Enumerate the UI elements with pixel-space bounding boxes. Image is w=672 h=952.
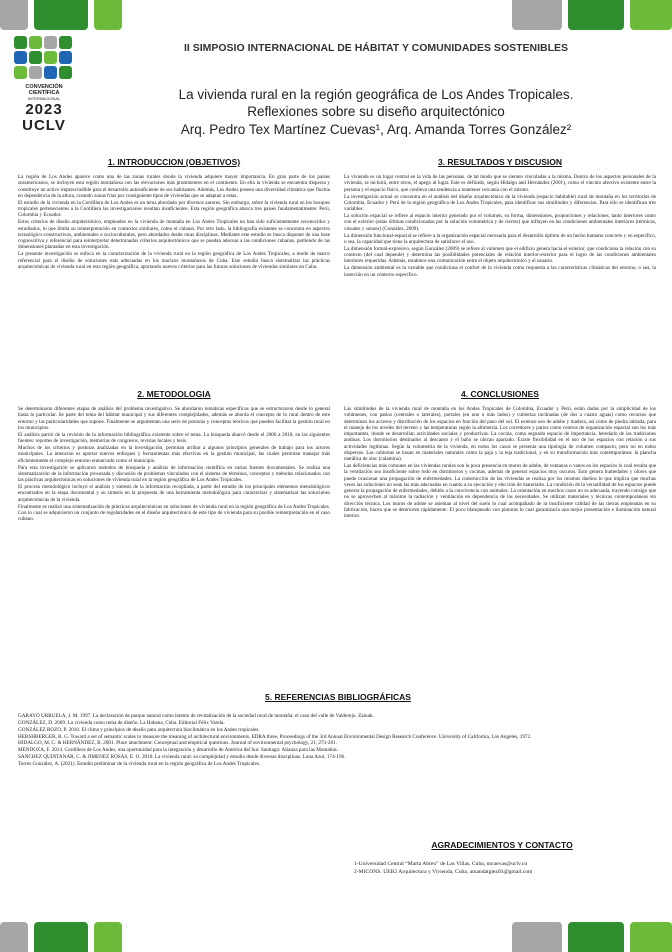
reference-item: Torres González, A. (2021). Estudio preliminar de la vivienda rural en la región geográfica de Los Andes Tropicales.	[18, 760, 261, 767]
poster-authors: Arq. Pedro Tex Martínez Cuevas¹, Arq. Amanda Torres González²	[180, 122, 572, 137]
method-paragraph: Finalmente se realizó una sistematización de prácticas arquitectónicas en soluciones de vivienda rural en la región geográfica de Los Andes Tropicales. Con lo cual se adquirieron un conjunto de regularidades en el diseño arquitectónico de este tipo de vivienda para su posible reinterpretación en el caso cubano.	[18, 503, 330, 523]
reference-list	[18, 713, 658, 768]
section-heading-results: 3. RESULTADOS Y DISCUSION	[437, 157, 563, 167]
conclusions-paragraph: Las deficiencias más comunes en las viviendas rurales son la poca presencia en muros de adobe, de ventanas o vanos en los espacios lo cual resulta que la ventilación sea insuficiente sobre todo en dormitorios y cocinas, además de generar espacios muy oscuros. Esto genera humedades y olores que puede ocasionar una propagación de enfermedades. La construcción de las viviendas se realiza por los mismos dueños lo que implica que muchas veces las soluciones no sean las más adecuadas en cuanto a su ejecución y elección de materiales. La condición de la versatilidad de los espacios puede generar la propagación de enfermedades, debido a la convivencia con animales. La orientación en muchos casos no es adecuada, trayendo consigo que no se aprovechen al máximo la radiación y ventilación en dependencia de las necesidades. Se utilizan materiales y técnicas contemporáneas sin dirección técnica. Los muros de adobe se asientan al nivel del suelo lo cual acompañado de la insuficiente calidad de las tierras empleadas en su fabricación, hacen que se deterioren rápidamente. El poco blanqueado con pinturas lo cual garantizaría una mejor presentación e iluminación natural interior.	[344, 463, 656, 520]
section-conclusions	[344, 389, 656, 520]
method-paragraph: Se determinaron diferentes etapas de análisis del problema investigativo. Se abordaron temáticas específicas que se estructuraron desde lo general hasta lo particular. Se parte del tema del hábitat municipal y sus diferentes complejidades, además se aborda el concepto de lo rural dentro de este entorno y las particularidades que supone. Finalmente se argumentan una serie de posturas y conceptos teóricos que pueden facilitar la gestión rural en los municipios.	[18, 406, 330, 431]
section-heading-acknowledgements: AGRADECIMIENTOS Y CONTACTO	[431, 840, 573, 850]
conclusions-paragraph: Las similitudes de la vivienda rural de montaña en los Andes Tropicales de Colombia, Ecuador y Perú, están dadas por la simplicidad de los volúmenes, con patios (centrales o laterales), portales (en uno o más lados) y cubiertas inclinadas (de dos a cuatro aguas) como recursos que determinan los accesos y distribución de los espacios en función del paso del sol. El extenso uso de adobe y madera, así como de piedra labrada, para el manejo de los niveles del terreno y las temperaturas según la altimetría. Los corredores y patios como centros de organización espacial son los más importantes, donde se desarrollan actividades sociales y productivas. La cocina, como segundo espacio de importancia, heredado de las tradiciones andinas. Los dormitorios destinados al descanso y el baño se ubican apartado. Existe flexibilidad en el uso de los espacios con relación a sus actividades legítimas. Según la volumetría de la vivienda, en todos los casos se presenta una tipología de volumen compacto, pero no en todos dispersos. Las cubiertas se basan en materiales naturales como la paja y la teja tradicional, y en su transformación más contemporánea: la plancha metálica de zinc (calamina).	[344, 406, 656, 462]
reference-item: HIDALGO, M. C. & HERNÁNDEZ, B. 2001. Place attachment: Conceptual and empirical questions. Journal of environmental psychology, 21, 273-281.	[18, 740, 337, 747]
symposium-title: II SIMPOSIO INTERNACIONAL DE HÁBITAT Y COMUNIDADES SOSTENIBLES	[183, 42, 569, 54]
section-heading-introduction: 1. INTRODUCCION (OBJETIVOS)	[107, 157, 241, 167]
results-paragraph: La vivienda es un lugar central en la vida de las personas, de tal modo que se sienten vinculadas a la misma. Dentro de los aspectos personales de la vivienda, se incluirá, entre otros, el apego al lugar. Este es definido, según Hidalgo and Hernández (2001), como el vínculo afectivo existente entre la persona y el espacio físico, que conlleva una tendencia a mantener cercanía con el mismo.	[344, 174, 656, 193]
stripe-block	[34, 0, 88, 30]
reference-item: GONZÁLEZ ROZO, P. 2010. El clima y principios de diseño para arquitectura bioclimática en los Andes tropicales.	[18, 726, 260, 733]
stripe-block	[34, 922, 88, 952]
intro-paragraph: Estos criterios de diseño arquitectónico, empleados en la vivienda de montaña en Los Andes Tropicales no han sido suficientemente reconocidos y estudiados, lo que limita su reinterpretación en contextos similares, como el cubano. Por otro lado, la bibliografía existente se concentra en aspectos tecnológico-constructivos, ambientales o socioculturales, pero abordados desde otras disciplinas. Mediante este estudio se busca disponer de una base cognoscitiva y referencial para reinterpretar determinados criterios arquitectónicos que se puedan adecuar a las condiciones cubanas, partiendo de las dimensiones plantadas en esta investigación.	[18, 219, 330, 251]
reference-item: GARAYO URRUELA, J. M. 1997. La declaración de parque natural como intento de revitalización de la sociedad rural de montaña: el caso del valle de Valderejo. Zainak.	[18, 713, 374, 719]
convention-logo	[8, 36, 80, 132]
poster-title-line-1: La vivienda rural en la región geográfica de Los Andes Tropicales.	[178, 87, 574, 102]
intro-paragraph: La región de Los Andes aparece como una de las zonas rurales donde la vivienda adquiere mayor importancia. En gran parte de los países suramericanos, se incluyen esta región montañosa con las elevaciones más prominentes en el continente. En ella la vivienda se encuentra dispersa y constituye un activo imprescindible para el desarrollo autosuficiente de sus habitantes. Además, Los Andes poseen una diversidad climática que fluctúa en dependencia de la altura, creando zonas frías por consiguiente tipos de viviendas que se adaptan a estas.	[18, 174, 330, 199]
stripe-block	[568, 922, 624, 952]
logo-org: UCLV	[22, 117, 66, 134]
logo-year: 2023	[25, 101, 63, 118]
logo-line-convention: CONVENCIÓN	[25, 84, 63, 90]
section-heading-references: 5. REFERENCIAS BIBLIOGRÁFICAS	[265, 692, 411, 702]
method-paragraph: El análisis partió de la revisión de la información bibliográfica existente sobre el tema. La búsqueda abarcó desde el 2000 a 2018, en las siguientes fuentes: reportes de investigación, memorias de congresos, revistas locales y tesis.	[18, 431, 330, 445]
stripe-block	[0, 922, 28, 952]
results-paragraph: La solución espacial se refiere al espacio interior generado por el volumen, su forma, dimensiones, proporciones y relaciones, tanto interiores como con el exterior (estas últimas condicionadas por la solución volumétrica y de cierres) que influyen en las condiciones ambientales interiores (térmicas, visuales y sonora) (González, 2009).	[344, 213, 656, 232]
section-results	[344, 157, 656, 279]
stripe-block	[568, 0, 624, 30]
contact-line: 2-MICONS. UEB2 Arquitectura y Vivienda, Cuba, amandatglez03@gmail.com	[354, 869, 533, 875]
bottom-color-stripe	[0, 922, 672, 952]
stripe-block	[630, 0, 672, 30]
stripe-block	[0, 0, 28, 30]
poster-title-line-2: Reflexiones sobre su diseño arquitectónico	[247, 104, 505, 119]
intro-paragraph: La presente investigación se enfoca en la caracterización de la vivienda rural en la región geográfica de Los Andes Tropicales, a modo de marco referencial para el diseño de soluciones más adecuadas en los macizos montañosos de Cuba. Este estudio busca sistematizar las prácticas arquitectónicas de vivienda rural en esta región geográfica, aportando nuevos criterios para las futuras soluciones de viviendas similares en Cuba.	[18, 251, 330, 270]
section-heading-conclusions: 4. CONCLUSIONES	[461, 389, 539, 399]
poster-title	[96, 86, 656, 120]
logo-squares-icon	[14, 36, 74, 80]
stripe-block	[512, 922, 562, 952]
stripe-block	[128, 0, 508, 30]
method-paragraph: El proceso metodológico incluyó el análisis y síntesis de la información recopilada, a partir del estudio de los principales elementos metodológicos encontrados en la etapa documental y su síntesis en la propuesta de una herramienta metodológica para caracterizar y sistematizar las soluciones arquitectónicas de la vivienda.	[18, 484, 330, 503]
results-paragraph: La dimensión ambiental es la variable que condiciona el confort de la vivienda como respuesta a las características climáticas del entorno, o sea, la inserción en un contexto específico.	[344, 265, 656, 278]
results-paragraph: La dimensión funcional-espacial se refiere a la organización espacial necesaria para el desarrollo óptimo de un hecho humano concreto y en específico, o sea, la capacidad que tiene la arquitectura de satisfacer el uso.	[344, 232, 656, 245]
results-paragraph: La investigación actual se concentra en el análisis del diseño arquitectónico de la vivienda (espacio habitable) rural de montaña en los territorios de Colombia, Ecuador y Perú de la región geográfica de Los Andes Tropicales, para identificar sus similitudes y diferencias. Para ello se identifican tres variables:	[344, 193, 656, 213]
contact-line: 1-Universidad Central “Marta Abreu” de Las Villas, Cuba, mcuevas@uclv.cu	[354, 861, 528, 867]
method-paragraph: Muchos de los criterios y posturas analizadas en la investigación, permitan arribar a algunos principios generales de trabajo para los actores municipales. La intención es aportar nuevos enfoques y herramientas más efectivas en la gestión municipal, las cuales permitan manejar más eficientemente el complejo entorno enmarcado como el municipio.	[18, 445, 330, 464]
stripe-block	[630, 922, 672, 952]
top-color-stripe	[0, 0, 672, 30]
section-references-header	[18, 692, 658, 709]
section-methodology	[18, 389, 330, 523]
reference-item: MENDOZA, F. 2014. Cordillera de Los Andes, una oportunidad para la integración y desarrollo de América del Sur. Santiago: Alianza para las Montañas.	[18, 747, 338, 754]
logo-line-scientific: CIENTÍFICA	[28, 90, 60, 96]
intro-paragraph: El estudio de la vivienda en la Cordillera de Los Andes es un tema abordado por diversos autores. Sin embargo, sobre la vivienda rural en los bosques tropicales pertenecientes a la Cordillera las investigaciones resultan insuficientes. Esta región geográfica abarca tres países fundamentalmente: Perú, Colombia y Ecuador.	[18, 199, 330, 219]
results-paragraph: La dimensión formal-expresivo, según González (2009) se refiere al volumen que el edificio genera hacia el exterior, que condiciona la relación con su contexto (del cual depende) y determina las posibilidades potenciales de relación interior-exterior para el logro de las condiciones ambientales interiores requeridas. Además, establece una comunicación entre el objeto arquitectónico y el usuario.	[344, 245, 656, 265]
reference-item: SANCHEZ QUINTANAR, C. & JIMENEZ ROSAS, E. O. 2010. La vivienda rural: su complejidad y estudio desde diversas disciplinas. Luna Azul, 174-196.	[18, 754, 346, 761]
logo-line-international: INTERNACIONAL	[27, 96, 61, 101]
section-acknowledgements	[354, 840, 650, 876]
section-heading-methodology: 2. METODOLOGIA	[137, 389, 211, 399]
section-introduction	[18, 157, 330, 271]
stripe-block	[94, 922, 122, 952]
stripe-block	[94, 0, 122, 30]
reference-item: GONZÁLEZ, D. 2009. La vivienda como tema de diseño. La Habana, Cuba. Editorial Félix Varela.	[18, 719, 225, 726]
stripe-block	[512, 0, 562, 30]
method-paragraph: Para esta investigación se aplicaron métodos de búsqueda y análisis de información científica en varias fuentes documentales. Se realiza una sistematización de la información procesada y discusión de problemas vinculados con el sistema de términos, conceptos y métodos relacionados con las prácticas arquitectónicas en soluciones de vivienda rural en la región geográfica de Los Andes Tropicales.	[18, 464, 330, 484]
reference-item: HERSHBERGER, R. G. Toward a set of semantic scales to measure the meaning of architectural environments. EDRA three, Proceedings of the 3rd Annual Environmental Design Research Conference. University of California, Los Angeles, 1972.	[18, 733, 532, 740]
